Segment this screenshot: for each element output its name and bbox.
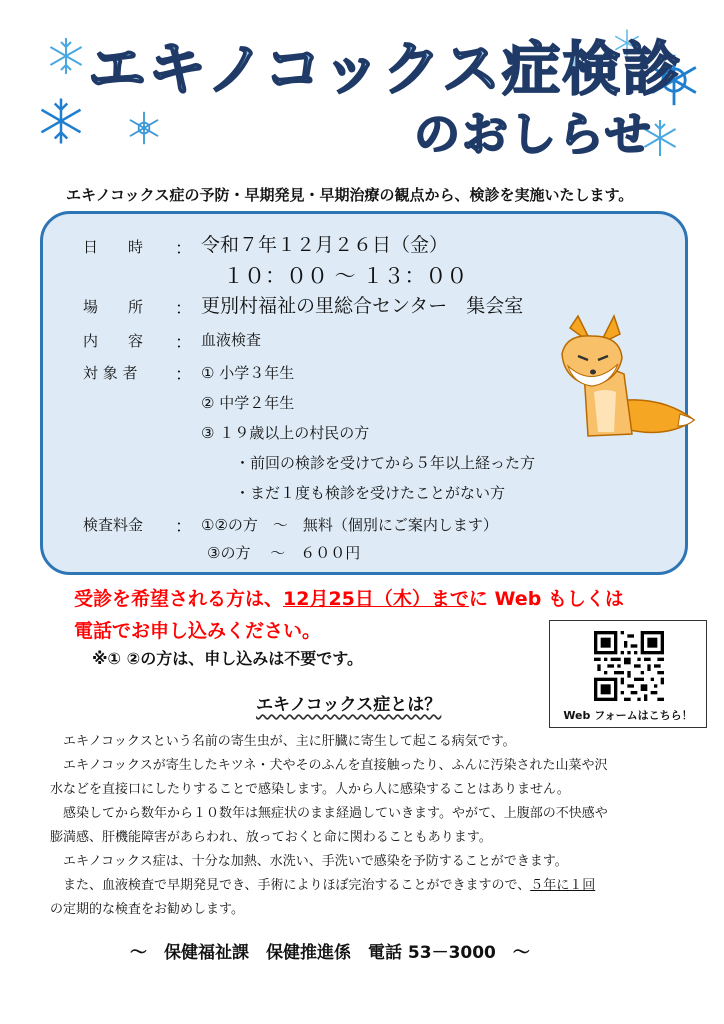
target-1: ① 小学３年生 bbox=[201, 364, 295, 382]
notice-exemption: ※① ②の方は、申し込みは不要です。 bbox=[92, 649, 363, 668]
colon: ： bbox=[175, 333, 192, 353]
fee-line-1: ①②の方 ～ 無料（個別にご案内します） bbox=[201, 516, 498, 534]
intro-text: エキノコックス症の予防・早期発見・早期治療の観点から、検診を実施いたします。 bbox=[66, 186, 634, 204]
qr-code-box[interactable] bbox=[549, 620, 707, 728]
contact-footer: ～ 保健福祉課 保健推進係 電話 53－3000 ～ bbox=[130, 943, 530, 963]
content-label: 内 容 bbox=[83, 332, 144, 350]
snowflake-icon bbox=[46, 36, 86, 76]
target-note-1: ・前回の検診を受けてから５年以上経った方 bbox=[235, 454, 536, 472]
notice-line-2: 電話でお申し込みください。 bbox=[74, 620, 322, 642]
notice-line-1 bbox=[74, 584, 624, 611]
fee-label: 検査料金 bbox=[83, 516, 144, 534]
place-value: 更別村福祉の里総合センター 集会室 bbox=[201, 295, 524, 317]
content-value: 血液検査 bbox=[201, 331, 262, 349]
paragraph-line: エキノコックスが寄生したキツネ・犬やそのふんを直接触ったり、ふんに汚染された山菜や沢 bbox=[50, 758, 608, 773]
recommendation-highlight: ５年に１回 bbox=[530, 878, 596, 893]
snowflake-icon bbox=[126, 110, 162, 146]
date-label: 日 時 bbox=[83, 238, 144, 256]
paragraph-line: エキノコックスという名前の寄生虫が、主に肝臓に寄生して起こる病気です。 bbox=[50, 734, 516, 749]
date-value: 令和７年１２月２６日（金） bbox=[201, 234, 449, 256]
page-subtitle: のおしらせ bbox=[414, 107, 653, 161]
paragraph-line: 感染してから数年から１０数年は無症状のまま経過していきます。やがて、上腹部の不快感や bbox=[50, 806, 608, 821]
place-label: 場 所 bbox=[83, 298, 144, 316]
paragraph-line: 水などを直接口にしたりすることで感染します。人から人に感染することはありません。 bbox=[50, 782, 570, 797]
target-label: 対 象 者 bbox=[83, 364, 138, 382]
time-value: １０：００ ～ １３：００ bbox=[223, 264, 468, 288]
colon: ： bbox=[175, 239, 192, 259]
qr-code[interactable] bbox=[594, 631, 664, 701]
target-note-2: ・まだ１度も検診を受けたことがない方 bbox=[235, 484, 506, 502]
fox-illustration bbox=[548, 314, 698, 442]
paragraph-line: 膨満感、肝機能障害があらわれ、放っておくと命に関わることもあります。 bbox=[50, 830, 492, 845]
notice-deadline: 12月25日（木）まで bbox=[283, 588, 469, 610]
qr-caption: Web フォームはこちら！ bbox=[563, 709, 693, 722]
paragraph-text: また、血液検査で早期発見でき、手術によりほぼ完治することができますので、 bbox=[50, 878, 531, 893]
paragraph-line: の定期的な検査をお勧めします。 bbox=[50, 902, 244, 917]
colon: ： bbox=[175, 517, 192, 537]
paragraph-line: エキノコックス症は、十分な加熱、水洗い、手洗いで感染を予防することができます。 bbox=[50, 854, 568, 869]
target-3: ③ １９歳以上の村民の方 bbox=[201, 424, 370, 442]
paragraph-line bbox=[50, 874, 595, 897]
colon: ： bbox=[175, 299, 192, 319]
notice-text: に Web もしくは bbox=[468, 588, 624, 610]
snowflake-icon bbox=[36, 96, 86, 146]
fee-line-2: ③の方 ～ ６００円 bbox=[207, 544, 361, 562]
notice-text: 受診を希望される方は、 bbox=[74, 588, 284, 610]
page-title: エキノコックス症検診 bbox=[88, 35, 683, 103]
target-2: ② 中学２年生 bbox=[201, 394, 295, 412]
section-heading: エキノコックス症とは？ bbox=[256, 695, 442, 715]
colon: ： bbox=[175, 365, 192, 385]
